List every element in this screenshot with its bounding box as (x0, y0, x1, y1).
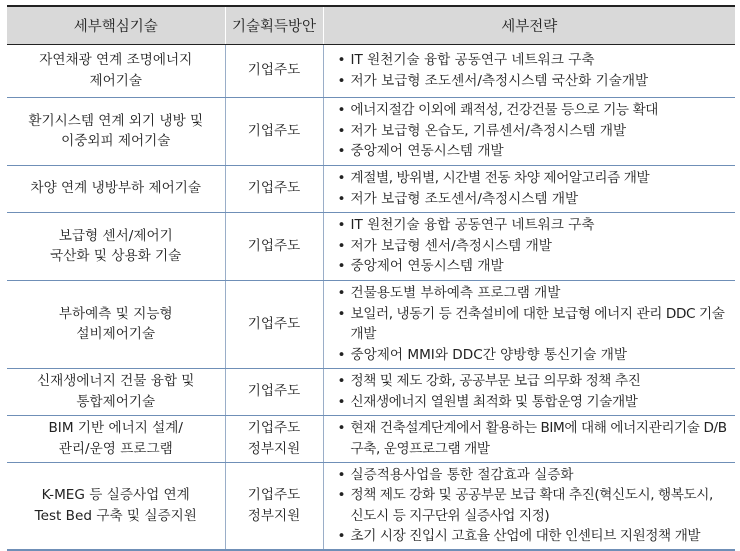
strategy-item: • 정책 및 제도 강화, 공공부문 보급 의무화 정책 추진 (338, 371, 730, 392)
core-technology-line: BIM 기반 에너지 설계/ (48, 420, 184, 436)
header-row (7, 6, 735, 44)
strategy-item: • 저가 보급형 센서/측정시스템 개발 (338, 236, 730, 257)
acquisition-method-cell (225, 212, 323, 280)
strategy-item: • 중앙제어 MMI와 DDC간 양방향 통신기술 개발 (338, 345, 730, 366)
strategy-cell (323, 415, 735, 462)
acquisition-method-line: 기업주도 (247, 62, 301, 79)
core-technology-cell (7, 97, 225, 165)
strategy-table-container (7, 5, 735, 551)
core-technology-line: 국산화 및 상용화 기술 (50, 248, 182, 264)
strategy-list (338, 283, 730, 365)
acquisition-method-cell (225, 280, 323, 368)
strategy-cell (323, 97, 735, 165)
strategy-cell (323, 280, 735, 368)
acquisition-method-line: 정부지원 (247, 440, 301, 457)
acquisition-method-line: 기업주도 (247, 237, 301, 254)
core-technology-line: K-MEG 등 실증사업 연계 (41, 487, 190, 504)
header-core-technology: 세부핵심기술 (7, 6, 225, 44)
acquisition-method-line: 기업주도 (247, 383, 301, 400)
table-row (7, 415, 735, 462)
strategy-item: • IT 원천기술 융합 공동연구 네트워크 구축 (338, 50, 730, 71)
core-technology-line: 환기시스템 연계 외기 냉방 및 (28, 112, 204, 129)
strategy-table (7, 5, 735, 551)
strategy-cell (323, 165, 735, 212)
strategy-item: • 에너지절감 이외에 쾌적성, 건강건물 등으로 기능 확대 (338, 100, 730, 121)
core-technology-cell (7, 462, 225, 550)
table-row (7, 97, 735, 165)
core-technology-line: Test Bed 구축 및 실증지원 (34, 507, 197, 524)
strategy-item: • 계절별, 방위별, 시간별 전동 차양 제어알고리즘 개발 (338, 168, 730, 189)
acquisition-method-cell (225, 165, 323, 212)
acquisition-method-line: 기업주도 (247, 315, 301, 332)
strategy-cell (323, 462, 735, 550)
core-technology-cell (7, 368, 225, 415)
strategy-item: • 저가 보급형 조도센서/측정시스템 국산화 기술개발 (338, 71, 730, 92)
core-technology-line: 보급형 센서/제어기 (58, 227, 173, 244)
strategy-item: • 중앙제어 연동시스템 개발 (338, 256, 730, 277)
strategy-item: • 초기 시장 진입시 고효율 산업에 대한 인센티브 지원정책 개발 (338, 526, 730, 547)
strategy-list (338, 371, 730, 412)
core-technology-line: 제어기술 (89, 72, 143, 89)
strategy-item: • 건물용도별 부하예측 프로그램 개발 (338, 283, 730, 304)
strategy-item: • 현재 건축설계단계에서 활용하는 BIM에 대해 에너지관리기술 D/B 구축, 운영프로그램 개발 (338, 418, 730, 459)
core-technology-cell (7, 280, 225, 368)
core-technology-cell (7, 212, 225, 280)
strategy-item: • 저가 보급형 조도센서/측정시스템 개발 (338, 189, 730, 210)
acquisition-method-cell (225, 368, 323, 415)
strategy-list (338, 50, 730, 91)
strategy-item: • 보일러, 냉동기 등 건축설비에 대한 보급형 에너지 관리 DDC 기술개발 (338, 304, 730, 345)
acquisition-method-cell (225, 462, 323, 550)
core-technology-line: 자연채광 연계 조명에너지 (39, 52, 193, 68)
strategy-item: • 신재생에너지 열원별 최적화 및 통합운영 기술개발 (338, 392, 730, 413)
acquisition-method-line: 기업주도 (247, 487, 301, 504)
core-technology-line: 신재생에너지 건물 융합 및 (37, 373, 195, 389)
core-technology-line: 이중외피 제어기술 (61, 133, 171, 149)
header-acquisition-method: 기술획득방안 (225, 6, 323, 44)
strategy-item: • 중앙제어 연동시스템 개발 (338, 141, 730, 162)
core-technology-line: 차양 연계 냉방부하 제어기술 (30, 180, 202, 197)
core-technology-line: 설비제어기술 (76, 326, 156, 342)
strategy-cell (323, 212, 735, 280)
core-technology-line: 부하예측 및 지능형 (58, 305, 173, 322)
strategy-list (338, 465, 730, 547)
core-technology-line: 통합제어기술 (76, 393, 156, 410)
strategy-item: • 실증적용사업을 통한 절감효과 실증화 (338, 465, 730, 486)
strategy-item: • 저가 보급형 온습도, 기류센서/측정시스템 개발 (338, 121, 730, 142)
table-row (7, 44, 735, 97)
strategy-list (338, 215, 730, 277)
table-row (7, 368, 735, 415)
strategy-item: • 정책 제도 강화 및 공공부문 보급 확대 추진(혁신도시, 행복도시, 신도시 등 지구단위 실증사업 지정) (338, 485, 730, 526)
acquisition-method-cell (225, 415, 323, 462)
strategy-cell (323, 44, 735, 97)
table-row (7, 165, 735, 212)
strategy-cell (323, 368, 735, 415)
strategy-list (338, 100, 730, 162)
strategy-list (338, 418, 730, 459)
strategy-list (338, 168, 730, 209)
core-technology-cell (7, 415, 225, 462)
table-row (7, 212, 735, 280)
acquisition-method-line: 기업주도 (247, 420, 301, 436)
core-technology-cell (7, 165, 225, 212)
table-row (7, 462, 735, 550)
header-detailed-strategy: 세부전략 (323, 6, 735, 44)
acquisition-method-cell (225, 44, 323, 97)
acquisition-method-cell (225, 97, 323, 165)
acquisition-method-line: 정부지원 (247, 507, 301, 524)
acquisition-method-line: 기업주도 (247, 122, 301, 139)
core-technology-cell (7, 44, 225, 97)
table-row (7, 280, 735, 368)
core-technology-line: 관리/운영 프로그램 (58, 440, 173, 457)
acquisition-method-line: 기업주도 (247, 180, 301, 197)
strategy-item: • IT 원천기술 융합 공동연구 네트워크 구축 (338, 215, 730, 236)
